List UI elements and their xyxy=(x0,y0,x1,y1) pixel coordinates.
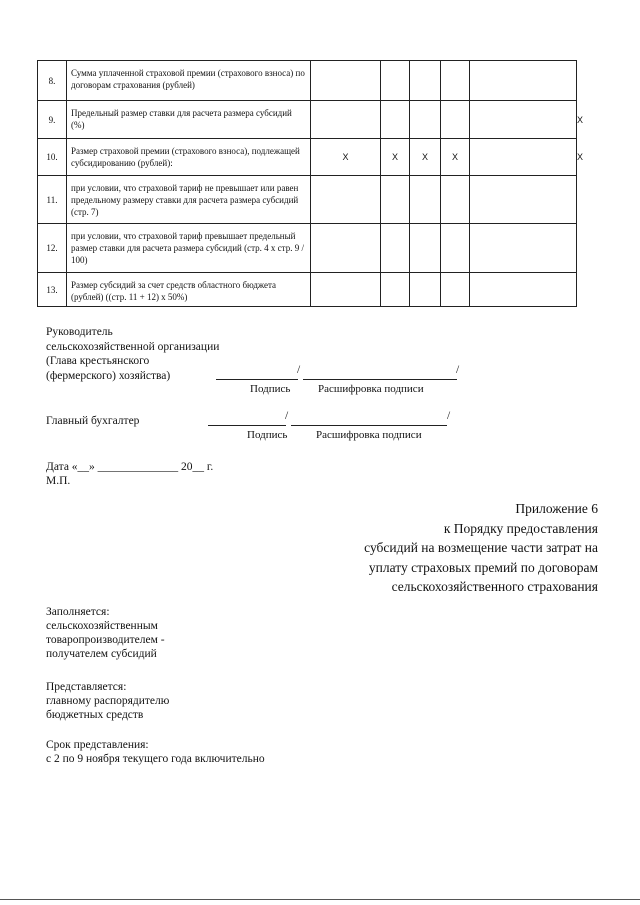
row-cell xyxy=(470,176,577,224)
page-bottom-edge xyxy=(0,899,640,900)
row-cell xyxy=(410,61,441,101)
row-cell xyxy=(441,101,470,139)
row-cell: X xyxy=(381,139,410,176)
accountant-signature-caption: Подпись xyxy=(247,429,288,441)
row-cell xyxy=(410,273,441,307)
head-title-line-3: (Глава крестьянского xyxy=(46,355,150,367)
row-cell xyxy=(470,139,577,176)
row-cell xyxy=(441,273,470,307)
head-title-line-1: Руководитель xyxy=(46,326,113,338)
accountant-decode-caption: Расшифровка подписи xyxy=(316,429,422,441)
row-cell xyxy=(410,101,441,139)
row-label: Сумма уплаченной страховой премии (страхового взноса) по договорам страхования (рублей) xyxy=(67,61,311,101)
row-cell xyxy=(470,224,577,273)
row-cell xyxy=(311,224,381,273)
submitted-to-line-2: бюджетных средств xyxy=(46,709,144,721)
appendix-header xyxy=(364,499,598,597)
table-row: 9. Предельный размер ставки для расчета размера субсидий (%) X xyxy=(38,101,577,139)
head-title-line-4: (фермерского) хозяйства) xyxy=(46,370,171,382)
submitted-to-heading: Представляется: xyxy=(46,681,127,693)
appendix-line-2: к Порядку предоставления xyxy=(443,520,598,536)
head-title-line-2: сельскохозяйственной организации xyxy=(46,341,220,353)
row-cell xyxy=(311,176,381,224)
head-decode-slash: / xyxy=(456,364,460,376)
row-number: 12. xyxy=(38,224,67,273)
deadline-heading: Срок представления: xyxy=(46,739,149,751)
table-row xyxy=(38,176,577,224)
accountant-signature-slash: / xyxy=(285,410,289,422)
row-cell xyxy=(441,176,470,224)
row-cell xyxy=(441,61,470,101)
row-cell xyxy=(470,101,577,139)
head-signature-slash: / xyxy=(297,364,301,376)
row-cell xyxy=(410,224,441,273)
row-number: 13. xyxy=(38,273,67,307)
row-cell xyxy=(410,176,441,224)
row-cell xyxy=(381,61,410,101)
row-cell xyxy=(381,273,410,307)
date-line: Дата «__» ______________ 20__ г. xyxy=(46,461,214,473)
table-row xyxy=(38,273,577,307)
accountant-decode-slash: / xyxy=(447,410,451,422)
row-cell: X xyxy=(410,139,441,176)
row-label: Размер субсидий за счет средств областного бюджета (рублей) ((стр. 11 + 12) х 50%) xyxy=(67,273,311,307)
stamp-mark: М.П. xyxy=(46,475,71,487)
filled-by-line-1: сельскохозяйственным xyxy=(46,620,158,632)
row-cell xyxy=(381,224,410,273)
row-number: 8. xyxy=(38,61,67,101)
row-cell xyxy=(441,224,470,273)
deadline-line-1: с 2 по 9 ноября текущего года включительно xyxy=(46,753,265,765)
appendix-line-5: сельскохозяйственного страхования xyxy=(391,579,598,594)
row-cell xyxy=(381,101,410,139)
row-label: при условии, что страховой тариф превышает предельный размер ставки для расчета размера субсидий (стр. 4 х стр. 9 / 100) xyxy=(67,224,311,273)
accountant-label: Главный бухгалтер xyxy=(46,415,140,427)
row-number: 9. xyxy=(38,101,67,139)
head-decode-line xyxy=(303,379,457,380)
head-decode-caption: Расшифровка подписи xyxy=(318,383,424,395)
table-row: 10. Размер страховой премии (страхового взноса), подлежащей субсидированию (рублей): X X X X X xyxy=(38,139,577,176)
row-label: при условии, что страховой тариф не превышает или равен предельному размеру ставки для расчета размера субсидий (стр. 7) xyxy=(67,176,311,224)
row-cell xyxy=(311,61,381,101)
appendix-line-3: субсидий на возмещение части затрат на xyxy=(364,540,598,555)
table-row xyxy=(38,61,577,101)
filled-by-line-3: получателем субсидий xyxy=(46,648,157,660)
table-row xyxy=(38,224,577,273)
row-cell xyxy=(470,61,577,101)
row-cell xyxy=(311,101,381,139)
row-number: 10. xyxy=(38,139,67,176)
submitted-to-line-1: главному распорядителю xyxy=(46,695,170,707)
accountant-decode-line xyxy=(291,425,447,426)
row-cell xyxy=(311,273,381,307)
head-signature-line xyxy=(216,379,298,380)
row-label: Размер страховой премии (страхового взноса), подлежащей субсидированию (рублей): xyxy=(67,139,311,176)
row-number: 11. xyxy=(38,176,67,224)
filled-by-heading: Заполняется: xyxy=(46,606,110,618)
deadline-block xyxy=(46,738,265,766)
appendix-line-1: Приложение 6 xyxy=(515,501,598,516)
accountant-signature-line xyxy=(208,425,286,426)
row-label: Предельный размер ставки для расчета размера субсидий (%) xyxy=(67,101,311,139)
filled-by-line-2: товаропроизводителем - xyxy=(46,634,165,646)
appendix-line-4: уплату страховых премий по договорам xyxy=(368,559,598,575)
submitted-to-block xyxy=(46,680,169,722)
row-cell xyxy=(381,176,410,224)
row-cell: X xyxy=(311,139,381,176)
row-cell: X xyxy=(441,139,470,176)
head-signature-caption: Подпись xyxy=(250,383,291,395)
subsidy-calculation-table xyxy=(37,60,584,307)
row-cell xyxy=(470,273,577,307)
filled-by-block xyxy=(46,605,165,661)
